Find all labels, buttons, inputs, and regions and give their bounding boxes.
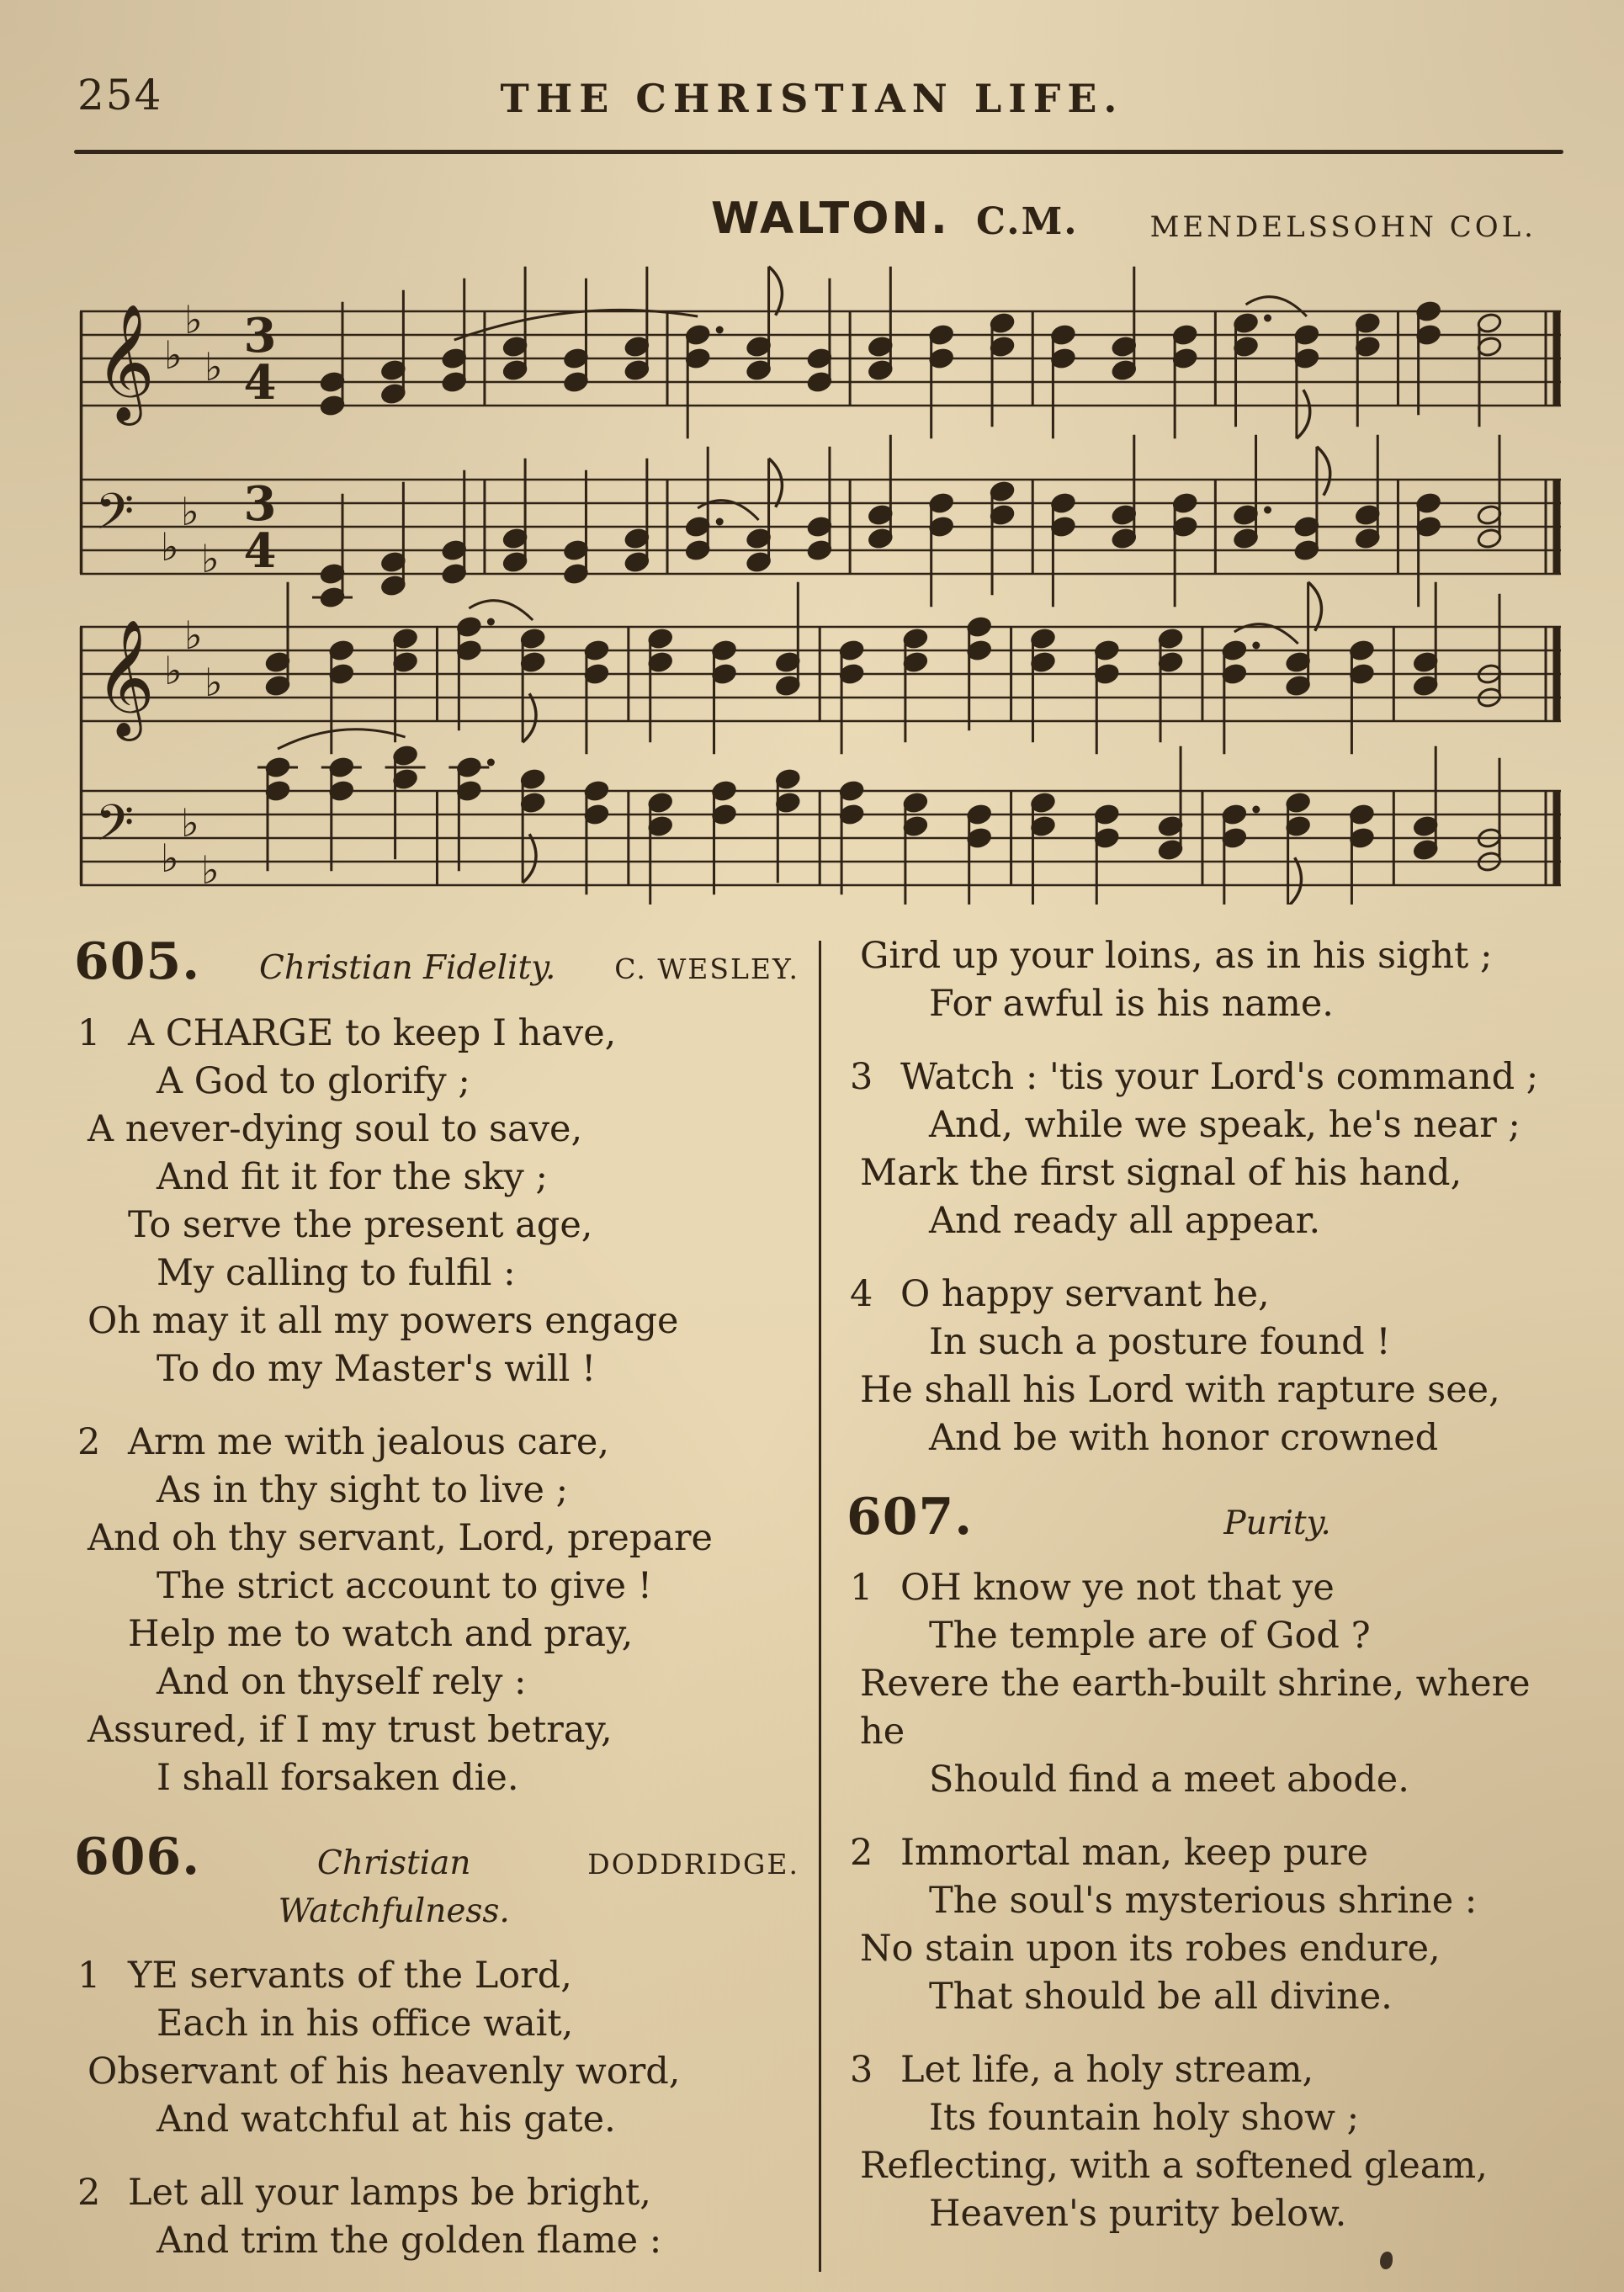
verse-line: Watch : 'tis your Lord's command ; — [900, 1056, 1539, 1098]
note — [502, 459, 528, 573]
treble-clef-icon: 𝄞 — [95, 303, 155, 421]
note — [624, 267, 650, 381]
eighth-flag — [1308, 582, 1322, 631]
verse-line: The strict account to give ! — [157, 1565, 653, 1607]
slur — [278, 730, 406, 749]
verse-line: And watchful at his gate. — [157, 2098, 616, 2141]
verse-line: Arm me with jealous care, — [128, 1421, 610, 1463]
hymn-number: 607. — [846, 1488, 974, 1547]
verse-line: And fit it for the sky ; — [157, 1156, 548, 1198]
hymn-title: Purity. — [1223, 1504, 1331, 1542]
note — [868, 267, 894, 381]
augmentation-dot — [1252, 642, 1260, 650]
bass-clef-icon: 𝄢 — [95, 793, 135, 864]
verse-line: Oh may it all my powers engage — [88, 1300, 679, 1342]
note — [868, 435, 894, 549]
note — [1030, 792, 1056, 905]
eighth-flag — [523, 834, 536, 883]
verse-number: 3 — [850, 1056, 873, 1098]
note — [385, 745, 426, 859]
tune-meter: C.M. — [976, 200, 1079, 243]
note — [1222, 804, 1260, 905]
verse-number: 1 — [77, 1955, 101, 1997]
note — [265, 582, 291, 697]
verse — [846, 1829, 1582, 2021]
verse-line: Revere the earth-built shrine, where he — [860, 1663, 1531, 1753]
verse-line: O happy servant he, — [900, 1273, 1270, 1315]
note — [1413, 746, 1439, 861]
note — [746, 267, 782, 381]
verse-line: Should find a meet abode. — [929, 1759, 1409, 1801]
page-number: 254 — [77, 71, 163, 119]
note — [1111, 435, 1137, 549]
verse — [846, 1564, 1582, 1804]
eighth-flag — [1297, 390, 1310, 438]
verse-line: And trim the golden flame : — [157, 2220, 662, 2262]
note — [520, 628, 546, 742]
verse-number: 2 — [77, 1421, 101, 1463]
music-score — [0, 265, 1624, 905]
verse-line: That should be all divine. — [929, 1976, 1393, 2018]
verse-line: Help me to watch and pray, — [128, 1613, 634, 1655]
augmentation-dot — [1264, 315, 1271, 322]
augmentation-dot — [716, 518, 724, 526]
eighth-flag — [769, 267, 783, 316]
verse-line: The soul's mysterious shrine : — [929, 1880, 1478, 1922]
bass-clef-icon: 𝄢 — [95, 482, 135, 553]
verse-line: Mark the first signal of his hand, — [860, 1152, 1462, 1194]
verse-number: 1 — [850, 1567, 873, 1609]
treble-clef-icon: 𝄞 — [95, 618, 155, 736]
note — [775, 768, 801, 883]
time-signature: 3 — [243, 476, 277, 532]
verse-line: Reflecting, with a softened gleam, — [860, 2145, 1488, 2187]
augmentation-dot — [1252, 806, 1260, 814]
verse-number: 3 — [850, 2049, 873, 2091]
verse-line: OH know ye not that ye — [900, 1567, 1335, 1609]
verse — [74, 1010, 799, 1393]
hymn-author: DODDRIDGE. — [587, 1848, 799, 1881]
hymn-title: Christian Watchfulness. — [278, 1844, 510, 1930]
verse-line: Let life, a holy stream, — [900, 2049, 1314, 2091]
verse-line: In such a posture found ! — [929, 1321, 1391, 1363]
verse-line: And oh thy servant, Lord, prepare — [88, 1517, 713, 1559]
verse-line: No stain upon its robes endure, — [860, 1928, 1441, 1970]
hymn-title: Christian Fidelity. — [258, 949, 556, 987]
verse-line: And be with honor crowned — [929, 1417, 1439, 1459]
eighth-flag — [769, 459, 783, 507]
verse-number: 1 — [77, 1012, 101, 1054]
music-system — [80, 267, 1561, 608]
verse-line: He shall his Lord with rapture see, — [860, 1369, 1500, 1411]
note — [903, 628, 929, 742]
note — [380, 482, 406, 597]
verse-number: 2 — [77, 2172, 101, 2214]
note — [1355, 435, 1381, 549]
note — [624, 459, 650, 573]
verse-line: The temple are of God ? — [929, 1615, 1371, 1657]
slur — [469, 601, 533, 620]
verse-line: And ready all appear. — [929, 1200, 1321, 1242]
augmentation-dot — [1264, 507, 1271, 514]
slur — [1246, 297, 1307, 316]
verse-line: As in thy sight to live ; — [157, 1469, 569, 1511]
tune-title: WALTON. — [711, 194, 950, 244]
page-header: THE CHRISTIAN LIFE. — [500, 76, 1124, 121]
note — [1111, 267, 1137, 381]
time-signature: 4 — [243, 355, 277, 411]
flat-icon: ♭ — [181, 800, 199, 846]
hymn-column-right — [846, 932, 1582, 2263]
flat-icon: ♭ — [204, 660, 223, 705]
verse — [74, 1952, 799, 2144]
header-rule — [74, 150, 1563, 154]
note — [1349, 804, 1375, 905]
verse-number: 2 — [850, 1832, 873, 1874]
verse — [74, 1419, 799, 1802]
flat-icon: ♭ — [201, 847, 220, 893]
verse-line: To serve the present age, — [128, 1204, 593, 1246]
verse-line: I shall forsaken die. — [157, 1757, 519, 1799]
verse — [846, 1053, 1582, 1245]
flat-icon: ♭ — [184, 613, 203, 658]
flat-icon: ♭ — [184, 297, 203, 342]
note — [392, 628, 418, 742]
verse-line: And on thyself rely : — [157, 1661, 527, 1703]
augmentation-dot — [487, 759, 495, 767]
note — [990, 312, 1016, 427]
verse-line: Assured, if I my trust betray, — [88, 1709, 613, 1751]
verse-line: And, while we speak, he's near ; — [929, 1104, 1521, 1146]
verse-line: Immortal man, keep pure — [900, 1832, 1369, 1874]
time-signature: 3 — [243, 308, 277, 363]
note — [746, 459, 782, 573]
eighth-flag — [1317, 447, 1330, 496]
verse-line: My calling to fulfil : — [157, 1252, 516, 1294]
verse-line: A never-dying soul to save, — [88, 1108, 583, 1150]
verse-line: Each in his office wait, — [157, 2003, 574, 2045]
verse-line: A CHARGE to keep I have, — [128, 1012, 617, 1054]
verse-line: YE servants of the Lord, — [128, 1955, 572, 1997]
note — [1233, 312, 1271, 427]
augmentation-dot — [716, 326, 724, 334]
verse-line: Let all your lamps be bright, — [128, 2172, 651, 2214]
verse-number: 4 — [850, 1273, 873, 1315]
note — [1233, 435, 1271, 549]
note — [1094, 804, 1120, 905]
augmentation-dot — [487, 618, 495, 626]
verse-line: Gird up your loins, as in his sight ; — [860, 935, 1493, 977]
tune-source: MENDELSSOHN COL. — [1149, 210, 1536, 244]
verse — [74, 2169, 799, 2265]
note — [1477, 312, 1503, 427]
note — [1030, 628, 1056, 742]
note — [380, 290, 406, 405]
hymn-header — [74, 932, 799, 993]
note — [966, 804, 992, 905]
note — [1158, 746, 1184, 861]
time-signature: 4 — [243, 523, 277, 579]
note — [775, 582, 801, 697]
flat-icon: ♭ — [161, 836, 179, 881]
eighth-flag — [523, 693, 536, 742]
note — [1285, 582, 1321, 697]
note — [990, 480, 1016, 595]
flat-icon: ♭ — [164, 648, 183, 693]
flat-icon: ♭ — [201, 536, 220, 581]
ink-blot — [1380, 2252, 1393, 2269]
note — [1355, 312, 1381, 427]
flat-icon: ♭ — [204, 344, 223, 390]
verse-line: Its fountain holy show ; — [929, 2097, 1360, 2139]
note — [520, 768, 546, 883]
flat-icon: ♭ — [161, 524, 179, 570]
verse-line: To do my Master's will ! — [157, 1348, 597, 1390]
eighth-flag — [1288, 857, 1302, 905]
hymn-author: C. WESLEY. — [614, 952, 799, 985]
flat-icon: ♭ — [181, 489, 199, 534]
verse — [846, 2046, 1582, 2238]
flat-icon: ♭ — [164, 332, 183, 378]
verse-line: For awful is his name. — [929, 983, 1334, 1025]
hymn-header — [74, 1828, 799, 1935]
music-system — [80, 582, 1561, 905]
verse-line: Heaven's purity below. — [929, 2193, 1347, 2235]
note — [1158, 628, 1184, 742]
verse — [846, 932, 1582, 1028]
column-divider — [819, 941, 821, 2272]
note — [647, 792, 673, 905]
verse-line: A God to glorify ; — [157, 1060, 470, 1102]
hymn-number: 605. — [74, 932, 201, 991]
note — [903, 792, 929, 905]
hymn-number: 606. — [74, 1828, 201, 1886]
hymn-header — [846, 1488, 1582, 1547]
note — [1285, 792, 1311, 905]
verse — [846, 1271, 1582, 1462]
note — [1477, 435, 1503, 549]
hymn-column-left — [74, 932, 799, 2290]
note — [647, 628, 673, 742]
verse-line: Observant of his heavenly word, — [88, 2051, 681, 2093]
note — [1413, 582, 1439, 697]
